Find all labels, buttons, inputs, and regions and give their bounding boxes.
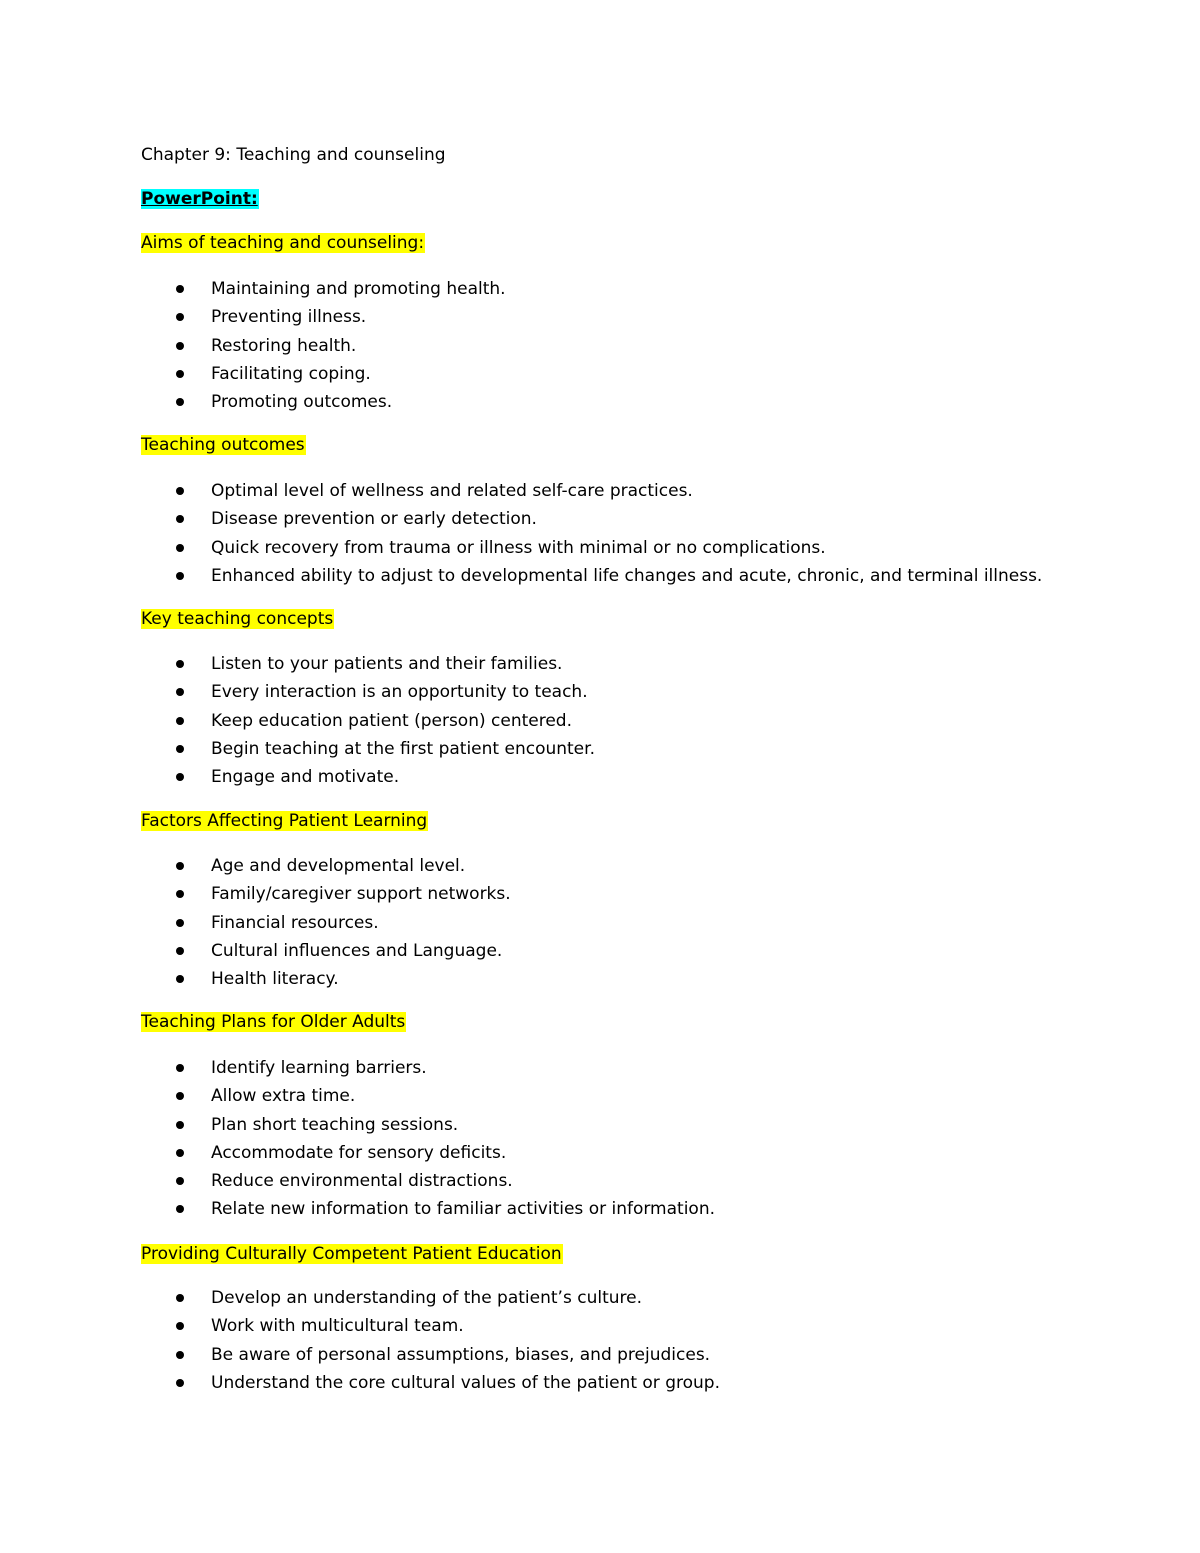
list-item: [141, 1114, 715, 1142]
bullet-icon: [176, 342, 184, 350]
bullet-icon: [176, 773, 184, 781]
list-item: [141, 681, 595, 709]
list-item-text: Identify learning barriers.: [211, 1058, 427, 1078]
list-item: [141, 1344, 720, 1372]
page-title: Chapter 9: Teaching and counseling: [141, 145, 446, 165]
bullet-icon: [176, 1121, 184, 1129]
list-item-text: Optimal level of wellness and related self-care practices.: [211, 481, 693, 501]
section-heading-text: Key teaching concepts: [141, 609, 334, 629]
list-item-text: Cultural influences and Language.: [211, 940, 503, 961]
list-item: [141, 1198, 715, 1226]
list-item: [141, 1085, 715, 1113]
bullet-icon: [176, 370, 184, 378]
list-item-text: Age and developmental level.: [211, 856, 466, 876]
section-heading-text: Teaching Plans for Older Adults: [141, 1012, 406, 1032]
list-item: [141, 391, 506, 419]
bullet-icon: [176, 1351, 184, 1359]
list-item-text: Listen to your patients and their families.: [211, 654, 563, 674]
bullet-list-older-adults: [141, 1057, 715, 1227]
list-item-text: Quick recovery from trauma or illness with minimal or no complications.: [211, 537, 826, 558]
bullet-icon: [176, 285, 184, 293]
bullet-icon: [176, 660, 184, 668]
list-item-text: Allow extra time.: [211, 1086, 356, 1107]
list-item: [141, 1372, 720, 1400]
section-heading-factors: [141, 810, 428, 832]
section-heading-key-concepts: [141, 608, 334, 630]
list-item-text: Family/caregiver support networks.: [211, 884, 511, 905]
list-item: [141, 335, 506, 363]
list-item: [141, 508, 1042, 536]
list-item-text: Engage and motivate.: [211, 767, 400, 788]
bullet-icon: [176, 398, 184, 406]
list-item-text: Promoting outcomes.: [211, 392, 393, 413]
list-item-text: Begin teaching at the first patient encounter.: [211, 738, 595, 759]
bullet-icon: [176, 947, 184, 955]
bullet-icon: [176, 745, 184, 753]
list-item: [141, 653, 595, 681]
bullet-icon: [176, 688, 184, 696]
bullet-icon: [176, 515, 184, 523]
bullet-icon: [176, 1064, 184, 1072]
list-item: [141, 738, 595, 766]
bullet-icon: [176, 1149, 184, 1157]
section-heading-teaching-outcomes: [141, 434, 306, 456]
section-heading-aims: [141, 232, 425, 254]
list-item-text: Financial resources.: [211, 912, 379, 933]
bullet-icon: [176, 717, 184, 725]
bullet-icon: [176, 975, 184, 983]
list-item: [141, 710, 595, 738]
list-item-text: Enhanced ability to adjust to developmental life changes and acute, chronic, and terminal illness.: [211, 565, 1043, 586]
list-item: [141, 855, 511, 883]
bullet-icon: [176, 890, 184, 898]
list-item-text: Facilitating coping.: [211, 363, 371, 384]
list-item: [141, 1170, 715, 1198]
list-item: [141, 766, 595, 794]
list-item: [141, 306, 506, 334]
list-item-text: Disease prevention or early detection.: [211, 509, 537, 530]
section-heading-older-adults: [141, 1011, 406, 1033]
list-item: [141, 940, 511, 968]
bullet-icon: [176, 1322, 184, 1330]
bullet-list-aims: [141, 278, 506, 419]
section-heading-cultural: [141, 1243, 563, 1265]
list-item: [141, 1057, 715, 1085]
bullet-icon: [176, 313, 184, 321]
section-heading-text: Aims of teaching and counseling:: [141, 233, 425, 253]
list-item-text: Every interaction is an opportunity to teach.: [211, 682, 588, 703]
list-item-text: Restoring health.: [211, 335, 357, 356]
list-item-text: Plan short teaching sessions.: [211, 1114, 459, 1135]
bullet-icon: [176, 919, 184, 927]
list-item: [141, 565, 1042, 593]
list-item-text: Reduce environmental distractions.: [211, 1171, 513, 1192]
bullet-icon: [176, 1092, 184, 1100]
list-item-text: Keep education patient (person) centered.: [211, 710, 572, 731]
bullet-icon: [176, 487, 184, 495]
list-item-text: Accommodate for sensory deficits.: [211, 1142, 507, 1163]
list-item: [141, 1287, 720, 1315]
list-item: [141, 537, 1042, 565]
list-item-text: Relate new information to familiar activities or information.: [211, 1199, 716, 1220]
bullet-icon: [176, 1379, 184, 1387]
list-item-text: Be aware of personal assumptions, biases, and prejudices.: [211, 1344, 711, 1365]
list-item: [141, 1315, 720, 1343]
list-item-text: Understand the core cultural values of the patient or group.: [211, 1372, 720, 1393]
section-heading-text: Teaching outcomes: [141, 435, 305, 455]
list-item: [141, 912, 511, 940]
bullet-icon: [176, 1177, 184, 1185]
bullet-list-key-concepts: [141, 653, 595, 794]
list-item: [141, 278, 506, 306]
bullet-icon: [176, 1294, 184, 1302]
list-item: [141, 480, 1042, 508]
bullet-icon: [176, 572, 184, 580]
bullet-icon: [176, 1205, 184, 1213]
bullet-icon: [176, 544, 184, 552]
list-item: [141, 363, 506, 391]
section-heading-text: Factors Affecting Patient Learning: [141, 811, 428, 831]
bullet-list-teaching-outcomes: [141, 480, 1042, 593]
list-item: [141, 883, 511, 911]
bullet-list-factors: [141, 855, 511, 996]
list-item: [141, 1142, 715, 1170]
powerpoint-label: [141, 188, 259, 210]
section-heading-text: Providing Culturally Competent Patient Education: [141, 1244, 562, 1264]
bullet-list-cultural: [141, 1287, 720, 1400]
list-item-text: Maintaining and promoting health.: [211, 279, 506, 299]
list-item-text: Preventing illness.: [211, 307, 367, 328]
list-item: [141, 968, 511, 996]
list-item-text: Health literacy.: [211, 969, 339, 990]
powerpoint-label-text: PowerPoint:: [141, 189, 258, 209]
list-item-text: Work with multicultural team.: [211, 1316, 464, 1337]
bullet-icon: [176, 862, 184, 870]
list-item-text: Develop an understanding of the patient’s culture.: [211, 1288, 642, 1308]
